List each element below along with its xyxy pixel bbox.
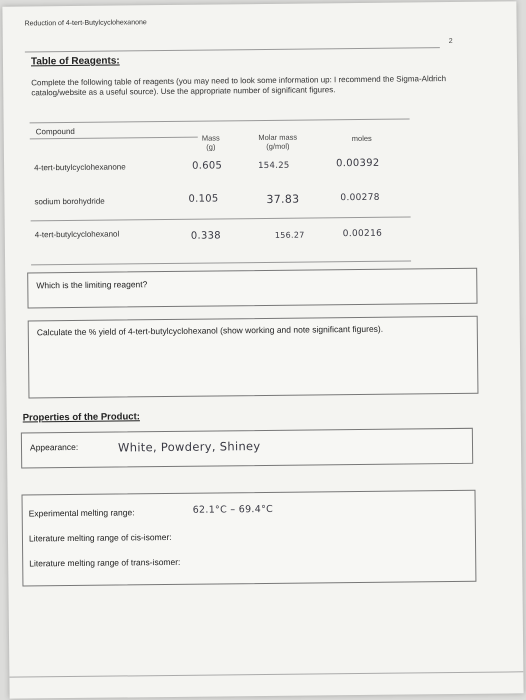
limiting-reagent-question: Which is the limiting reagent? bbox=[36, 279, 148, 291]
trans-mp-label: Literature melting range of trans-isomer: bbox=[29, 556, 181, 569]
document-header: Reduction of 4-tert-Butylcyclohexanone bbox=[24, 19, 147, 28]
appearance-box[interactable] bbox=[21, 428, 473, 469]
row-divider bbox=[31, 216, 411, 221]
row-mass: 0.338 bbox=[190, 230, 222, 242]
reagents-title: Table of Reagents: bbox=[30, 55, 120, 68]
row-moles: 0.00278 bbox=[340, 192, 380, 204]
table-row bbox=[30, 156, 410, 180]
page-bottom-rule bbox=[9, 671, 523, 677]
reagents-table bbox=[30, 118, 412, 270]
row-moles: 0.00392 bbox=[335, 157, 380, 170]
row-moles: 0.00216 bbox=[342, 228, 383, 240]
row-mass: 0.105 bbox=[188, 193, 219, 205]
exp-mp-label: Experimental melting range: bbox=[28, 507, 135, 519]
table-row bbox=[30, 190, 410, 214]
page-number: 2 bbox=[448, 37, 453, 46]
header-divider bbox=[25, 47, 440, 52]
header-mass-unit: (g) bbox=[206, 142, 216, 152]
header-molar-mass-label: Molar mass bbox=[258, 132, 298, 143]
row-mass: 0.605 bbox=[192, 160, 223, 172]
percent-yield-box[interactable] bbox=[28, 316, 479, 399]
melting-range-box[interactable] bbox=[22, 490, 477, 587]
row-compound: sodium borohydride bbox=[34, 196, 105, 207]
row-molar-mass: 154.25 bbox=[258, 160, 290, 172]
worksheet-page bbox=[2, 1, 523, 698]
percent-yield-question: Calculate the % yield of 4-tert-butylcyclohexanol (show working and note significant figures). bbox=[36, 323, 384, 338]
header-under-rule bbox=[30, 137, 198, 140]
row-compound: 4-tert-butylcyclohexanone bbox=[34, 162, 126, 173]
appearance-label: Appearance: bbox=[29, 441, 79, 453]
header-mass bbox=[190, 134, 232, 152]
limiting-reagent-box[interactable] bbox=[27, 268, 477, 309]
header-compound: Compound bbox=[35, 126, 75, 137]
table-top-rule bbox=[30, 118, 410, 123]
table-row bbox=[31, 224, 411, 248]
row-molar-mass: 37.83 bbox=[266, 192, 300, 206]
header-moles: moles bbox=[351, 133, 372, 144]
exp-mp-value: 62.1°C – 69.4°C bbox=[192, 503, 274, 516]
cis-mp-label: Literature melting range of cis-isomer: bbox=[28, 531, 172, 544]
header-molar-mass bbox=[248, 134, 308, 152]
row-compound: 4-tert-butylcyclohexanol bbox=[34, 229, 120, 240]
row-molar-mass: 156.27 bbox=[274, 230, 305, 240]
header-mass-label: Mass bbox=[201, 133, 220, 143]
reagents-instructions: Complete the following table of reagents (you may need to look some information up: I recommend the Sigma-Aldrich catalog/website as a useful source). Use the appropriate number of significant figures. bbox=[31, 74, 447, 98]
appearance-value: White, Powdery, Shiney bbox=[117, 439, 261, 455]
table-bottom-rule bbox=[31, 260, 411, 265]
header-molar-mass-unit: (g/mol) bbox=[266, 141, 290, 151]
properties-title: Properties of the Product: bbox=[22, 411, 140, 424]
